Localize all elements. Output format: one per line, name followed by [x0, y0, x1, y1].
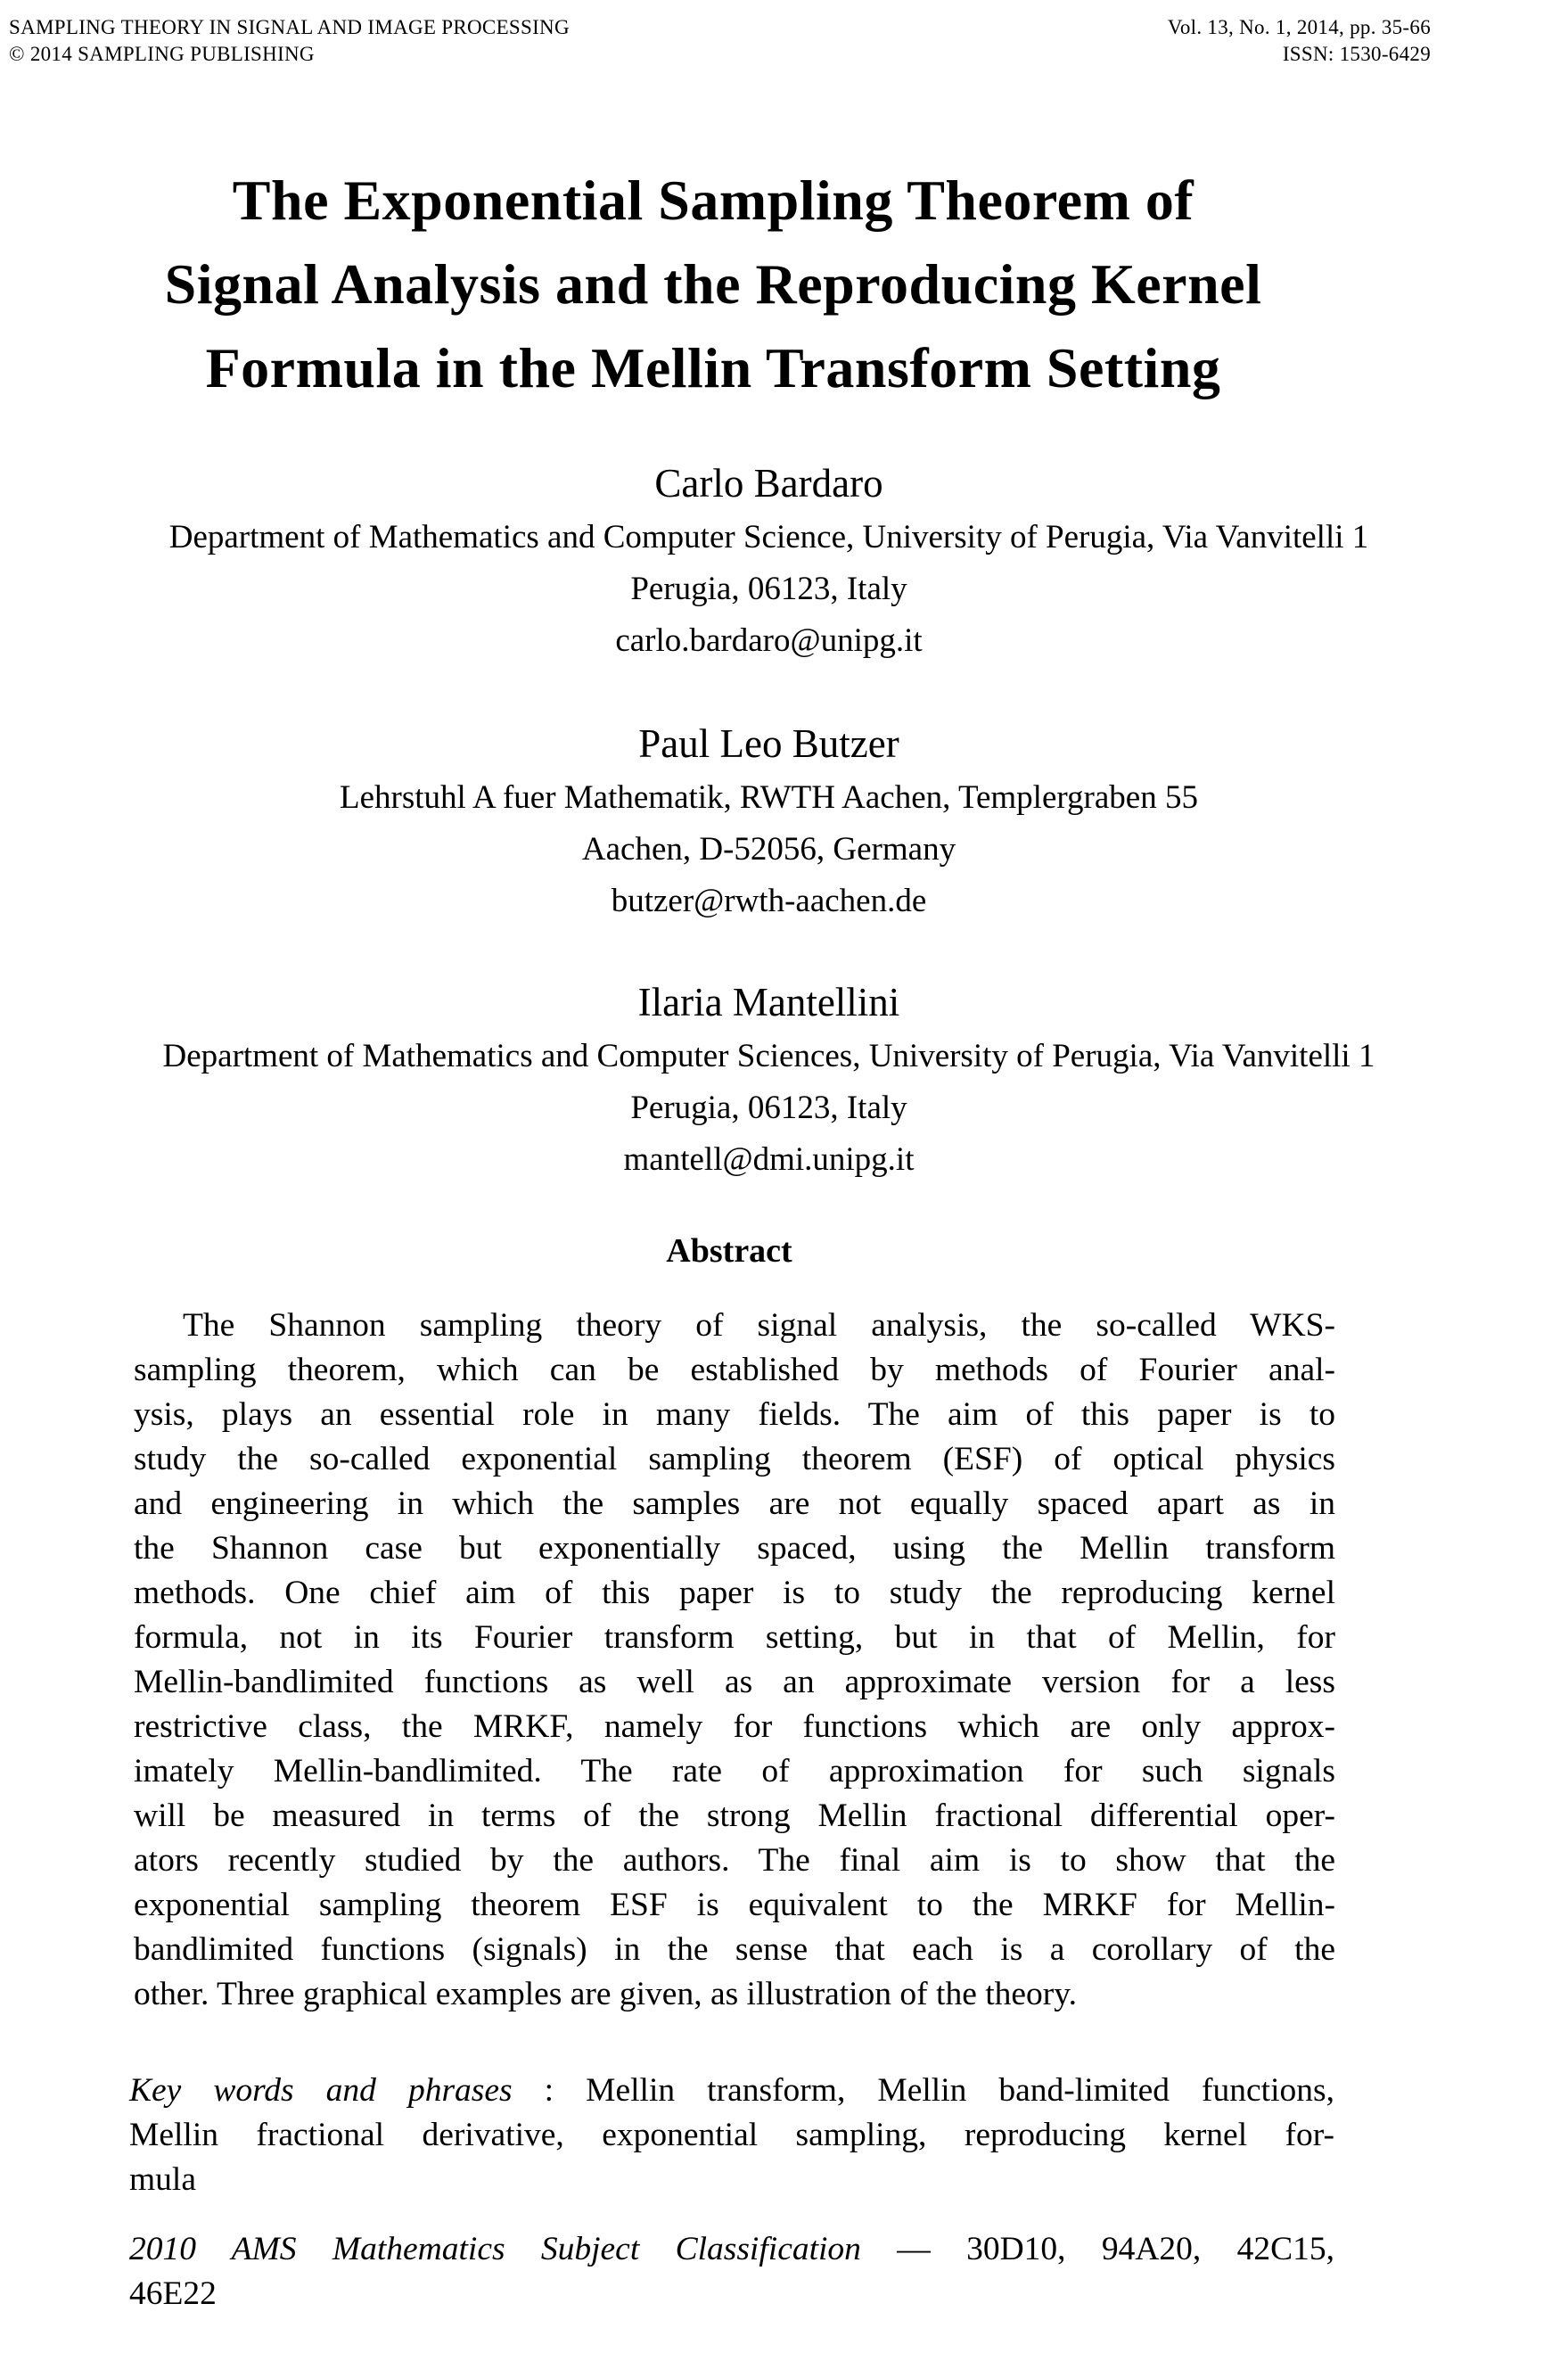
ams-codes: 30D10, 94A20, 42C15, [966, 2231, 1334, 2267]
paper-title [0, 159, 1426, 410]
abstract-line: sampling theorem, which can be established by methods of Fourier anal- [134, 1352, 1335, 1388]
abstract-line: formula, not in its Fourier transform setting, but in that of Mellin, for [134, 1619, 1335, 1656]
running-head [9, 14, 1431, 68]
keywords-separator: : [512, 2072, 587, 2109]
keywords-line: Mellin fractional derivative, exponential sampling, reproducing kernel for- [129, 2117, 1334, 2153]
author-affiliation: Department of Mathematics and Computer Science, University of Perugia, Via Vanvitelli 1 [168, 519, 1369, 555]
author-address: Perugia, 06123, Italy [630, 1090, 907, 1126]
author-email: butzer@rwth-aachen.de [611, 883, 927, 919]
abstract-line: will be measured in terms of the strong Mellin fractional differential oper- [134, 1798, 1335, 1834]
title-line: Signal Analysis and the Reproducing Kernel [164, 252, 1262, 316]
author-block [0, 975, 1538, 1186]
abstract-line: ysis, plays an essential role in many fields. The aim of this paper is to [134, 1396, 1335, 1433]
ams-line: 46E22 [129, 2275, 217, 2312]
issn: ISSN: 1530-6429 [1282, 43, 1431, 65]
title-line: The Exponential Sampling Theorem of [232, 169, 1194, 232]
author-email: mantell@dmi.unipg.it [623, 1141, 915, 1178]
abstract-line: imately Mellin-bandlimited. The rate of approximation for such signals [134, 1753, 1335, 1789]
title-line: Formula in the Mellin Transform Setting [205, 336, 1221, 399]
author-name: Paul Leo Butzer [638, 721, 899, 766]
ams-label: 2010 AMS Mathematics Subject Classification [129, 2231, 861, 2267]
abstract-line: Mellin-bandlimited functions as well as an approximate version for a less [134, 1664, 1335, 1700]
abstract-heading: Abstract [666, 1232, 792, 1270]
author-block [0, 717, 1538, 927]
abstract-line: methods. One chief aim of this paper is to study the reproducing kernel [134, 1575, 1335, 1611]
abstract-line: the Shannon case but exponentially spaced, using the Mellin transform [134, 1530, 1335, 1567]
keywords-text: Mellin transform, Mellin band-limited functions, [586, 2072, 1334, 2109]
author-affiliation: Department of Mathematics and Computer Sciences, University of Perugia, Via Vanvitelli 1 [162, 1038, 1375, 1074]
abstract-line: restrictive class, the MRKF, namely for functions which are only approx- [134, 1708, 1335, 1745]
abstract-line: study the so-called exponential sampling theorem (ESF) of optical physics [134, 1441, 1335, 1477]
keywords-section [129, 2069, 1334, 2202]
author-affiliation: Lehrstuhl A fuer Mathematik, RWTH Aachen, Templergraben 55 [340, 779, 1198, 816]
abstract-body [134, 1304, 1335, 2017]
keywords-line: mula [129, 2161, 196, 2198]
author-email: carlo.bardaro@unipg.it [615, 622, 923, 659]
abstract-line: The Shannon sampling theory of signal analysis, the so-called WKS- [183, 1307, 1335, 1344]
author-address: Aachen, D-52056, Germany [581, 831, 956, 868]
journal-name: SAMPLING THEORY IN SIGNAL AND IMAGE PROCESSING [9, 16, 570, 38]
volume-info: Vol. 13, No. 1, 2014, pp. 35-66 [1167, 16, 1431, 38]
copyright-notice: © 2014 SAMPLING PUBLISHING [9, 43, 315, 65]
author-address: Perugia, 06123, Italy [630, 571, 907, 607]
abstract-line: bandlimited functions (signals) in the sense that each is a corollary of the [134, 1931, 1335, 1968]
ams-classification-section [129, 2227, 1334, 2316]
abstract-line: ators recently studied by the authors. The final aim is to show that the [134, 1842, 1335, 1879]
abstract-line: exponential sampling theorem ESF is equivalent to the MRKF for Mellin- [134, 1887, 1335, 1923]
ams-line [129, 2227, 1334, 2272]
keywords-label: Key words and phrases [129, 2072, 513, 2109]
abstract-line: and engineering in which the samples are not equally spaced apart as in [134, 1485, 1335, 1522]
keywords-line [129, 2069, 1334, 2113]
ams-separator: — [860, 2231, 967, 2267]
abstract-line: other. Three graphical examples are given, as illustration of the theory. [134, 1976, 1077, 2012]
author-name: Ilaria Mantellini [637, 980, 900, 1024]
author-block [0, 457, 1538, 667]
author-name: Carlo Bardaro [654, 461, 883, 506]
